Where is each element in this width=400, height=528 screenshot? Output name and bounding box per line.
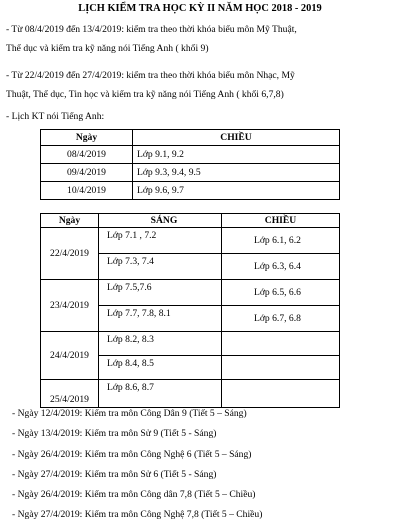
table-row [41, 280, 340, 306]
table-row [41, 332, 340, 356]
table-row [41, 182, 340, 200]
table-row [41, 228, 340, 254]
table-row [41, 380, 340, 408]
cell-date: 09/4/2019 [41, 164, 133, 182]
table-row [41, 164, 340, 182]
cell-morning: Lớp 8.6, 8.7 [99, 380, 222, 408]
list-item: - Ngày 27/4/2019: Kiểm tra môn Công Nghệ 7,8 (Tiết 5 – Chiều) [12, 509, 263, 520]
column-header-afternoon: CHIỀU [222, 214, 340, 228]
list-item: - Ngày 26/4/2019: Kiểm tra môn Công dân 7,8 (Tiết 5 – Chiều) [12, 489, 256, 500]
column-header-date: Ngày [41, 130, 133, 146]
paragraph-2-line-1: - Từ 22/4/2019 đến 27/4/2019: kiểm tra theo thời khóa biểu môn Nhạc, Mỹ [6, 70, 295, 81]
paragraph-2-line-2: Thuật, Thể dục, Tin học và kiểm tra kỹ năng nói Tiếng Anh ( khối 6,7,8) [6, 89, 284, 100]
cell-afternoon [222, 356, 340, 380]
cell-afternoon: Lớp 6.5, 6.6 [222, 280, 340, 306]
table-row [41, 146, 340, 164]
cell-morning: Lớp 7.5,7.6 [99, 280, 222, 306]
column-header-afternoon: CHIỀU [133, 130, 340, 146]
cell-date: 22/4/2019 [41, 228, 99, 280]
english-speaking-schedule-table-9 [40, 129, 340, 200]
paragraph-1-line-2: Thể dục và kiểm tra kỹ năng nói Tiếng Anh ( khối 9) [6, 43, 209, 54]
table-header-row [41, 130, 340, 146]
list-item: - Ngày 13/4/2019: Kiểm tra môn Sử 9 (Tiết 5 - Sáng) [12, 428, 217, 439]
cell-afternoon: Lớp 9.1, 9.2 [133, 146, 340, 164]
cell-date: 10/4/2019 [41, 182, 133, 200]
table-header-row [41, 214, 340, 228]
list-item: - Ngày 12/4/2019: Kiểm tra môn Công Dân 9 (Tiết 5 – Sáng) [12, 408, 247, 419]
cell-afternoon: Lớp 9.6, 9.7 [133, 182, 340, 200]
cell-afternoon [222, 332, 340, 356]
cell-date: 08/4/2019 [41, 146, 133, 164]
cell-afternoon: Lớp 6.3, 6.4 [222, 254, 340, 280]
list-item: - Ngày 26/4/2019: Kiểm tra môn Công Nghệ 6 (Tiết 5 – Sáng) [12, 449, 252, 460]
english-speaking-schedule-table-678 [40, 213, 340, 408]
cell-date: 23/4/2019 [41, 280, 99, 332]
cell-morning: Lớp 7.3, 7.4 [99, 254, 222, 280]
paragraph-3: - Lịch KT nói Tiếng Anh: [6, 111, 105, 122]
cell-date: 25/4/2019 [41, 380, 99, 408]
paragraph-1-line-1: - Từ 08/4/2019 đến 13/4/2019: kiểm tra theo thời khóa biểu môn Mỹ Thuật, [6, 24, 297, 35]
list-item: - Ngày 27/4/2019: Kiểm tra môn Sử 6 (Tiết 5 - Sáng) [12, 469, 217, 480]
cell-morning: Lớp 7.1 , 7.2 [99, 228, 222, 254]
column-header-morning: SÁNG [99, 214, 222, 228]
cell-afternoon: Lớp 6.7, 6.8 [222, 306, 340, 332]
cell-morning: Lớp 8.2, 8.3 [99, 332, 222, 356]
cell-afternoon: Lớp 9.3, 9.4, 9.5 [133, 164, 340, 182]
cell-afternoon [222, 380, 340, 408]
column-header-date: Ngày [41, 214, 99, 228]
cell-date: 24/4/2019 [41, 332, 99, 380]
cell-morning: Lớp 8.4, 8.5 [99, 356, 222, 380]
cell-afternoon: Lớp 6.1, 6.2 [222, 228, 340, 254]
cell-morning: Lớp 7.7, 7.8, 8.1 [99, 306, 222, 332]
document-title: LỊCH KIỂM TRA HỌC KỲ II NĂM HỌC 2018 - 2019 [78, 3, 322, 14]
